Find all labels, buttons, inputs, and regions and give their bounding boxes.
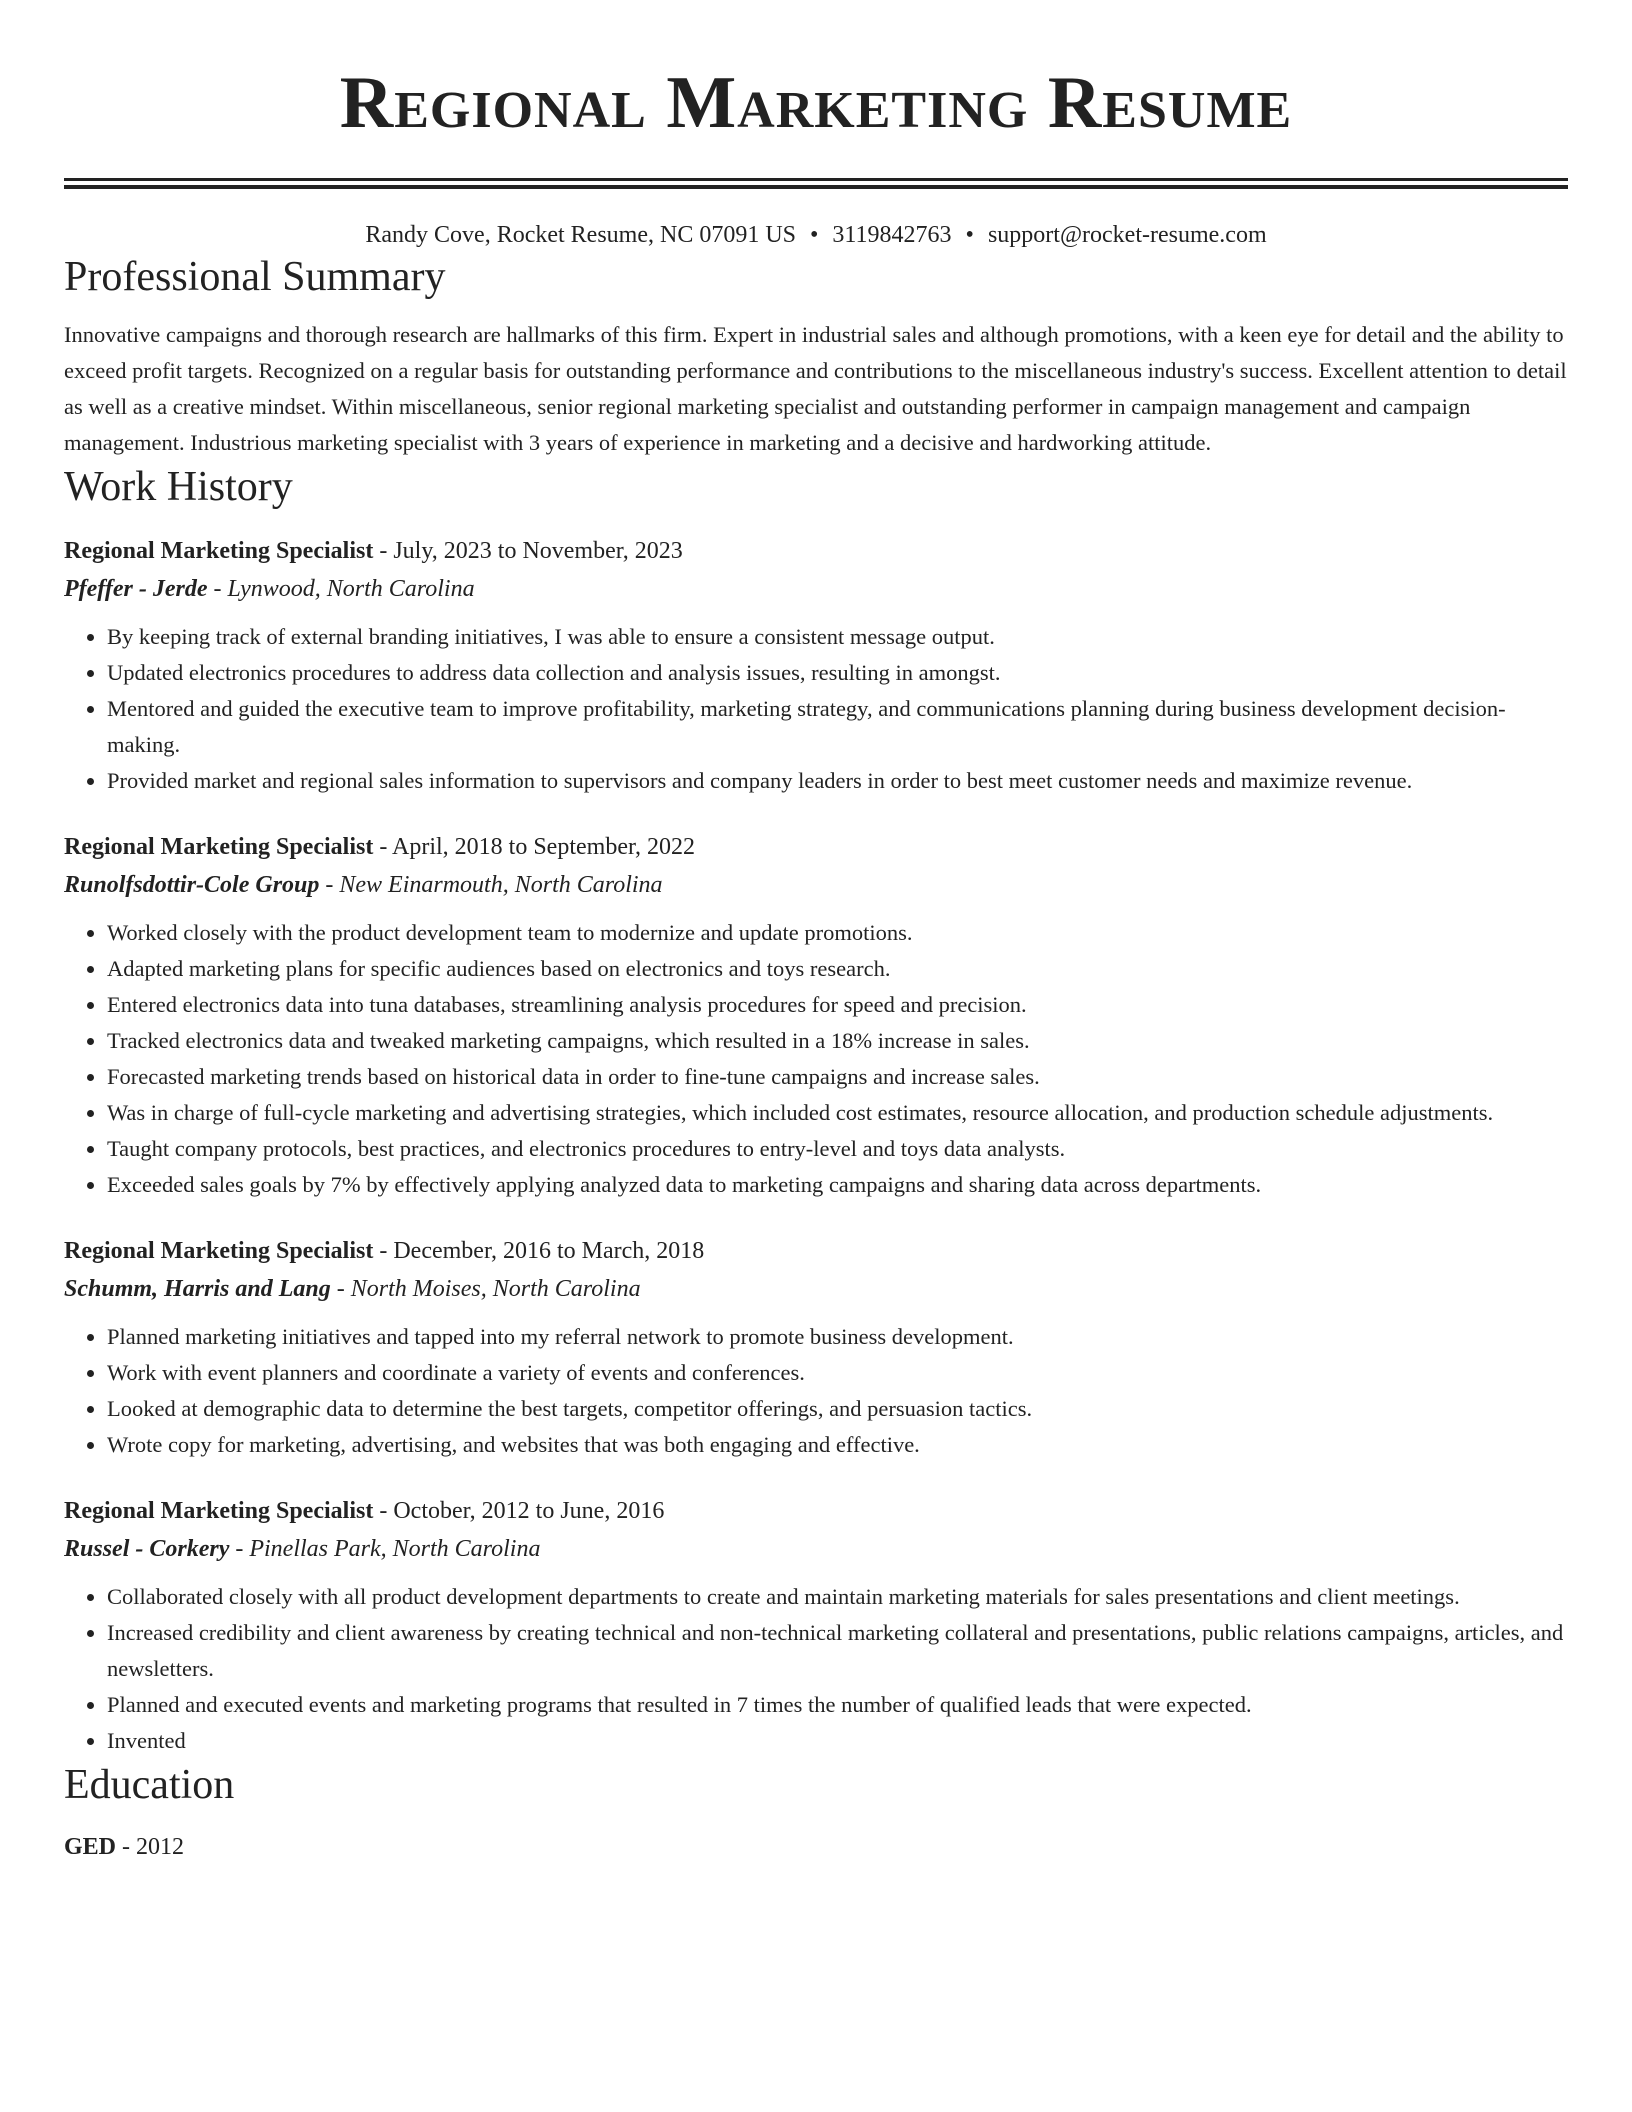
job-dates: July, 2023 to November, 2023 [393, 538, 683, 564]
list-item: • Mentored and guided the executive team to improve profitability, marketing strategy, and communications planning during business development decision-making. [107, 691, 1568, 763]
education-degree: GED [64, 1834, 117, 1860]
job-bullets [64, 619, 1568, 799]
job-dates: October, 2012 to June, 2016 [393, 1498, 665, 1524]
contact-separator: • [810, 222, 819, 248]
list-item: • Increased credibility and client awareness by creating technical and non-technical marketing collateral and presentations, public relations campaigns, articles, and newsletters. [107, 1615, 1568, 1687]
list-item: • Planned marketing initiatives and tapped into my referral network to promote business development. [107, 1319, 1568, 1355]
list-item: • Provided market and regional sales information to supervisors and company leaders in order to best meet customer needs and maximize revenue. [107, 763, 1568, 799]
job-entry [64, 533, 1568, 799]
list-item: • By keeping track of external branding initiatives, I was able to ensure a consistent message output. [107, 619, 1568, 655]
list-item: • Worked closely with the product development team to modernize and update promotions. [107, 915, 1568, 951]
job-bullets [64, 915, 1568, 1203]
dash: - [373, 1238, 394, 1264]
job-title-line [64, 1233, 1568, 1269]
job-title: Regional Marketing Specialist [64, 538, 374, 564]
company-line [64, 571, 1568, 607]
company-line [64, 867, 1568, 903]
resume-title: Regional Marketing Resume [339, 62, 1293, 144]
job-title-line [64, 533, 1568, 569]
list-item: • Work with event planners and coordinate a variety of events and conferences. [107, 1355, 1568, 1391]
education-entry [64, 1829, 1568, 1865]
work-history-heading: Work History [64, 464, 293, 510]
list-item: • Updated electronics procedures to address data collection and analysis issues, resulting in amongst. [107, 655, 1568, 691]
company-name: Runolfsdottir-Cole Group [64, 872, 320, 898]
company-line [64, 1531, 1568, 1567]
title-divider [64, 178, 1568, 189]
dash: - [373, 1498, 394, 1524]
dash: - [373, 834, 392, 860]
list-item: • Looked at demographic data to determine the best targets, competitor offerings, and persuasion tactics. [107, 1391, 1568, 1427]
summary-text: Innovative campaigns and thorough research are hallmarks of this firm. Expert in industrial sales and although promotions, with a keen eye for detail and the ability to exceed profit targets. Recognized on a regular basis for outstanding performance and contributions to the miscellaneous industry's success. Excellent attention to detail as well as a creative mindset. Within miscellaneous, senior regional marketing specialist and outstanding performer in campaign management and campaign management. Industrious marketing specialist with 3 years of experience in marketing and a decisive and hardworking attitude. [64, 322, 1567, 455]
job-bullets [64, 1319, 1568, 1463]
job-entry [64, 829, 1568, 1203]
company-name: Pfeffer - Jerde [64, 576, 208, 602]
job-entry [64, 1233, 1568, 1463]
list-item: • Forecasted marketing trends based on historical data in order to fine-tune campaigns and increase sales. [107, 1059, 1568, 1095]
dash: - [229, 1536, 250, 1562]
company-line [64, 1271, 1568, 1307]
list-item: • Tracked electronics data and tweaked marketing campaigns, which resulted in a 18% increase in sales. [107, 1023, 1568, 1059]
company-name: Russel - Corkery [64, 1536, 230, 1562]
contact-line [64, 219, 1568, 251]
job-title: Regional Marketing Specialist [64, 834, 374, 860]
contact-separator: • [965, 222, 974, 248]
list-item: • Exceeded sales goals by 7% by effectively applying analyzed data to marketing campaigns and sharing data across departments. [107, 1167, 1568, 1203]
job-title: Regional Marketing Specialist [64, 1238, 374, 1264]
job-location: Lynwood, North Carolina [227, 576, 475, 602]
company-name: Schumm, Harris and Lang [64, 1276, 331, 1302]
list-item: • Was in charge of full-cycle marketing and advertising strategies, which included cost estimates, resource allocation, and production schedule adjustments. [107, 1095, 1568, 1131]
job-dates: April, 2018 to September, 2022 [392, 834, 695, 860]
job-dates: December, 2016 to March, 2018 [393, 1238, 705, 1264]
job-title-line [64, 1493, 1568, 1529]
list-item: • Wrote copy for marketing, advertising, and websites that was both engaging and effective. [107, 1427, 1568, 1463]
contact-address: Randy Cove, Rocket Resume, NC 07091 US [365, 222, 797, 248]
job-location: North Moises, North Carolina [350, 1276, 641, 1302]
job-location: New Einarmouth, North Carolina [339, 872, 663, 898]
dash: - [373, 538, 394, 564]
job-title-line [64, 829, 1568, 865]
list-item: • Adapted marketing plans for specific audiences based on electronics and toys research. [107, 951, 1568, 987]
job-title: Regional Marketing Specialist [64, 1498, 374, 1524]
summary-heading: Professional Summary [64, 254, 446, 300]
job-entry [64, 1493, 1568, 1759]
list-item: • Collaborated closely with all product development departments to create and maintain marketing materials for sales presentations and client meetings. [107, 1579, 1568, 1615]
education-year: 2012 [136, 1834, 185, 1860]
dash: - [319, 872, 340, 898]
job-bullets [64, 1579, 1568, 1759]
list-item: • Invented [107, 1723, 1568, 1759]
dash: - [207, 576, 228, 602]
list-item: • Entered electronics data into tuna databases, streamlining analysis procedures for speed and precision. [107, 987, 1568, 1023]
job-location: Pinellas Park, North Carolina [249, 1536, 541, 1562]
contact-email: support@rocket-resume.com [987, 222, 1267, 248]
list-item: • Taught company protocols, best practices, and electronics procedures to entry-level and toys data analysts. [107, 1131, 1568, 1167]
dash: - [116, 1834, 137, 1860]
education-heading: Education [64, 1762, 235, 1808]
contact-phone: 3119842763 [832, 222, 952, 248]
dash: - [330, 1276, 351, 1302]
list-item: • Planned and executed events and marketing programs that resulted in 7 times the number of qualified leads that were expected. [107, 1687, 1568, 1723]
